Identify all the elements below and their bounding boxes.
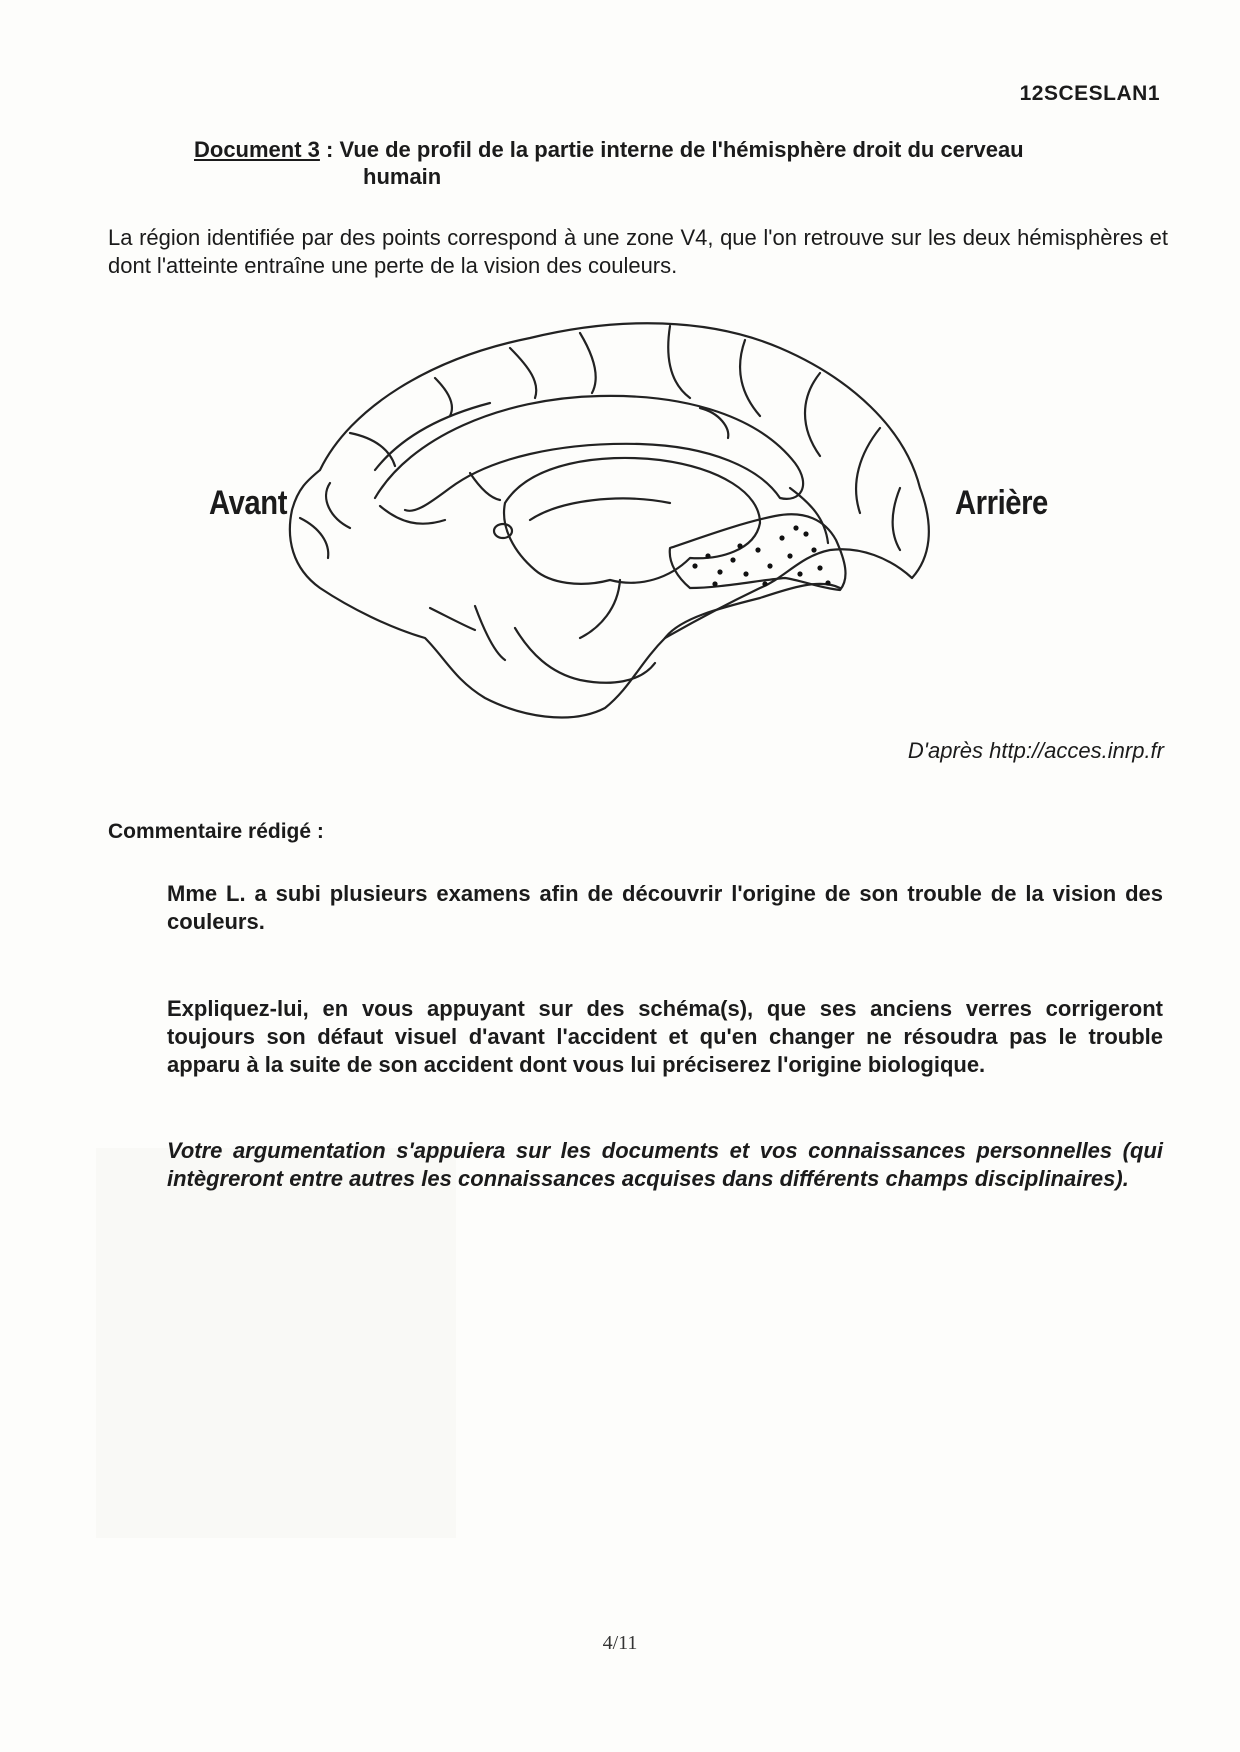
commentary-paragraph-2: Expliquez-lui, en vous appuyant sur des schéma(s), que ses anciens verres corrigeront toujours son défaut visuel d'avant l'accident et qu'en changer ne résoudra pas le trouble apparu à la suite de son accident dont vous lui préciserez l'origine biologique. <box>167 996 1163 1077</box>
document-intro: La région identifiée par des points correspond à une zone V4, que l'on retrouve sur les deux hémisphères et dont l'atteinte entraîne une perte de la vision des couleurs. <box>108 225 1168 278</box>
document-title <box>194 136 1154 190</box>
brain-outline <box>290 323 929 717</box>
commentary-heading: Commentaire rédigé : <box>108 820 324 843</box>
brain-sagittal-diagram <box>200 288 980 728</box>
document-title-line1: : Vue de profil de la partie interne de l'hémisphère droit du cerveau <box>319 137 1024 162</box>
commentary-paragraph-3: Votre argumentation s'appuiera sur les documents et vos connaissances personnelles (qui intègreront entre autres les connaissances acquises dans différents champs disciplinaires). <box>167 1138 1163 1191</box>
exam-code: 12SCESLAN1 <box>1019 82 1160 105</box>
label-back: Arrière <box>955 484 1048 522</box>
bleed-through-shadow <box>96 1148 456 1538</box>
document-label: Document 3 <box>194 137 320 162</box>
page-number: 4/11 <box>602 1632 638 1654</box>
corpus-callosum <box>375 396 803 511</box>
label-front: Avant <box>209 484 288 522</box>
source-citation: D'après http://acces.inrp.fr <box>907 738 1164 763</box>
thalamus <box>504 458 760 584</box>
document-title-line2: humain <box>363 164 442 189</box>
commentary-paragraph-1: Mme L. a subi plusieurs examens afin de découvrir l'origine de son trouble de la vision des couleurs. <box>167 881 1163 934</box>
